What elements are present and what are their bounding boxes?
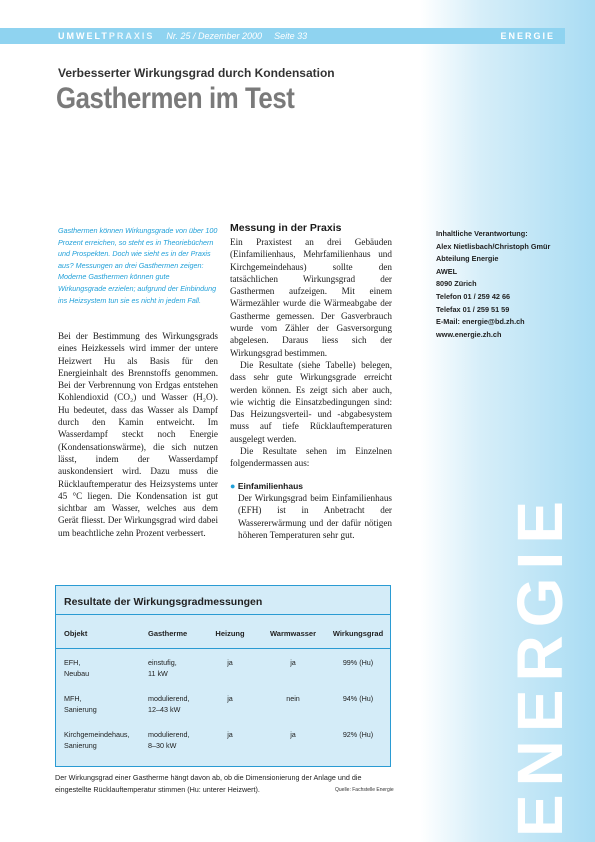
table-header-objekt: Objekt [64, 629, 88, 638]
article-title: Gasthermen im Test [56, 82, 295, 115]
article-lead: Gasthermen können Wirkungsgrade von über 100 Prozent erreichen, so steht es in Theoriebüchern und Prospekten. Doch wie sieht es in der Praxis aus? Messungen an drei Gasthermen zeigen: Moderne Gasthermen können gute Wirkungsgrade erzielen; aufgrund der Einbindung ins Heizsystem tun sie es nicht in jedem Fall. [58, 226, 218, 305]
table-title: Resultate der Wirkungsgradmessungen [64, 596, 263, 608]
contact-line: Inhaltliche Verantwortung: [436, 229, 528, 238]
table-cell-warmwasser: nein [286, 694, 300, 703]
table-cell-objekt [64, 657, 89, 679]
article-column-2 [230, 222, 392, 541]
section-label: ENERGIE [500, 31, 555, 41]
article-column-1 [58, 330, 218, 539]
contact-line: Telefax 01 / 259 51 59 [436, 304, 510, 314]
header-bar [0, 28, 565, 44]
table-cell-heizung: ja [227, 730, 233, 739]
column-2-paragraph-2: Die Resultate (siehe Tabelle) belegen, dass sehr gute Wirkungsgrade erreicht werden können. Es zeigt sich aber auch, wie wichtig die Einsatzbedingungen sind: Das Heizungsverteil- und -abgabesystem muss auf tiefe Rücklauftemperaturen ausgelegt werden. [230, 359, 392, 444]
table-cell-gastherme [148, 657, 177, 679]
cell-line: modulierend, [148, 694, 190, 703]
table-header-gastherme: Gastherme [148, 629, 188, 638]
contact-line: 8090 Zürich [436, 279, 477, 289]
column-1-paragraph: Bei der Bestimmung des Wirkungsgrads eines Heizkessels wird immer der untere Heizwert Hu als Basis für den Energieinhalt des Brennstoffs genommen. Bei der Verbrennung von Erdgas entstehen Kohlendioxid (CO₂) und Wasser (H₂O). Hu bedeutet, dass das Wasser als Dampf durch den Kamin entweicht. Im Wasserdampf steckt noch Energie (Kondensationswärme), die sich nutzen lässt, indem der Wasserdampf auskondensiert wird. Dazu muss die Rücklauftemperatur des Heizsystems unter 45 °C liegen. Die Kondensation ist gut sichtbar am Wasser, welches aus dem Gerät fliesst. Der Wirkungsgrad wird dabei um beachtliche zehn Prozent verbessert. [58, 331, 218, 538]
cell-line: Kirchgemeindehaus, [64, 730, 130, 739]
table-header-warmwasser: Warmwasser [270, 629, 316, 638]
table-cell-warmwasser: ja [290, 730, 296, 739]
cell-line: MFH, [64, 694, 82, 703]
table-cell-gastherme [148, 693, 190, 715]
table-cell-wirkungsgrad: 94% (Hu) [342, 694, 374, 703]
contact-line: AWEL [436, 266, 458, 276]
vertical-word-text: ENERGIE [504, 492, 576, 838]
table-cell-warmwasser: ja [290, 658, 296, 667]
table-cell-gastherme [148, 729, 190, 751]
contact-line: Telefon 01 / 259 42 66 [436, 291, 511, 301]
cell-line: modulierend, [148, 730, 190, 739]
column-2-paragraph-1: Ein Praxistest an drei Gebäuden (Einfamilienhaus, Mehrfamilienhaus und Kirchgemeindehaus) sollte den tatsächlichen Wirkungsgrad der Gasthermen aufzeigen. Mit einem Wärmezähler wurde die Wärmeabgabe der Gastherme gemessen. Der Gasverbrauch wurde vom Zähler der Gasversorgung abgelesen. Daraus liess sich der Wirkungsgrad bestimmen. [230, 237, 392, 358]
contact-line: Abteilung Energie [436, 254, 499, 264]
bullet-title: Einfamilienhaus [237, 480, 303, 491]
column-2-paragraph-3: Die Resultate sehen im Einzelnen folgendermassen aus: [230, 446, 392, 469]
table-divider [56, 614, 390, 615]
contact-website[interactable]: www.energie.zh.ch [436, 329, 502, 339]
table-cell-heizung: ja [227, 658, 233, 667]
bullet-dot-icon: ● [230, 480, 236, 491]
contact-block [436, 228, 576, 341]
cell-line: Sanierung [64, 741, 97, 750]
magazine-brand [58, 31, 154, 41]
table-caption: Der Wirkungsgrad einer Gastherme hängt davon ab, ob die Dimensionierung der Anlage und die eingestellte Rücklauftemperatur stimmen (Hu: unterer Heizwert). [55, 773, 362, 794]
table-cell-wirkungsgrad: 99% (Hu) [342, 658, 374, 667]
page-number: Seite 33 [274, 31, 308, 41]
table-header-wirkungsgrad: Wirkungsgrad [332, 629, 384, 638]
cell-line: Sanierung [64, 705, 97, 714]
cell-line: 12–43 kW [148, 705, 181, 714]
table-cell-objekt [64, 729, 130, 751]
bullet-body: Der Wirkungsgrad beim Einfamilienhaus (EFH) ist in Anbetracht der Wassererwärmung und der dafür nötigen höheren Temperaturen sehr gut. [238, 492, 392, 540]
cell-line: EFH, [64, 658, 81, 667]
cell-line: einstufig, [148, 658, 177, 667]
results-table [55, 585, 391, 767]
article-kicker: Verbesserter Wirkungsgrad durch Kondensation [58, 66, 335, 80]
brand-praxis: PRAXIS [108, 31, 155, 41]
vertical-section-word [495, 492, 585, 838]
table-divider [56, 648, 390, 649]
bullet-heading [230, 480, 392, 492]
cell-line: 11 kW [148, 669, 168, 678]
table-cell-objekt [64, 693, 97, 715]
issue-number: Nr. 25 / Dezember 2000 [166, 31, 263, 41]
table-header-heizung: Heizung [215, 629, 245, 638]
brand-umwelt: UMWELT [58, 31, 109, 41]
table-cell-heizung: ja [227, 694, 233, 703]
table-source: Quelle: Fachstelle Energie [335, 787, 394, 793]
section-heading: Messung in der Praxis [230, 222, 342, 234]
table-cell-wirkungsgrad: 92% (Hu) [342, 730, 374, 739]
contact-email[interactable]: E-Mail: energie@bd.zh.ch [436, 317, 525, 327]
cell-line: 8–30 kW [148, 741, 177, 750]
cell-line: Neubau [64, 669, 90, 678]
contact-line: Alex Nietlisbach/Christoph Gmür [436, 241, 551, 251]
